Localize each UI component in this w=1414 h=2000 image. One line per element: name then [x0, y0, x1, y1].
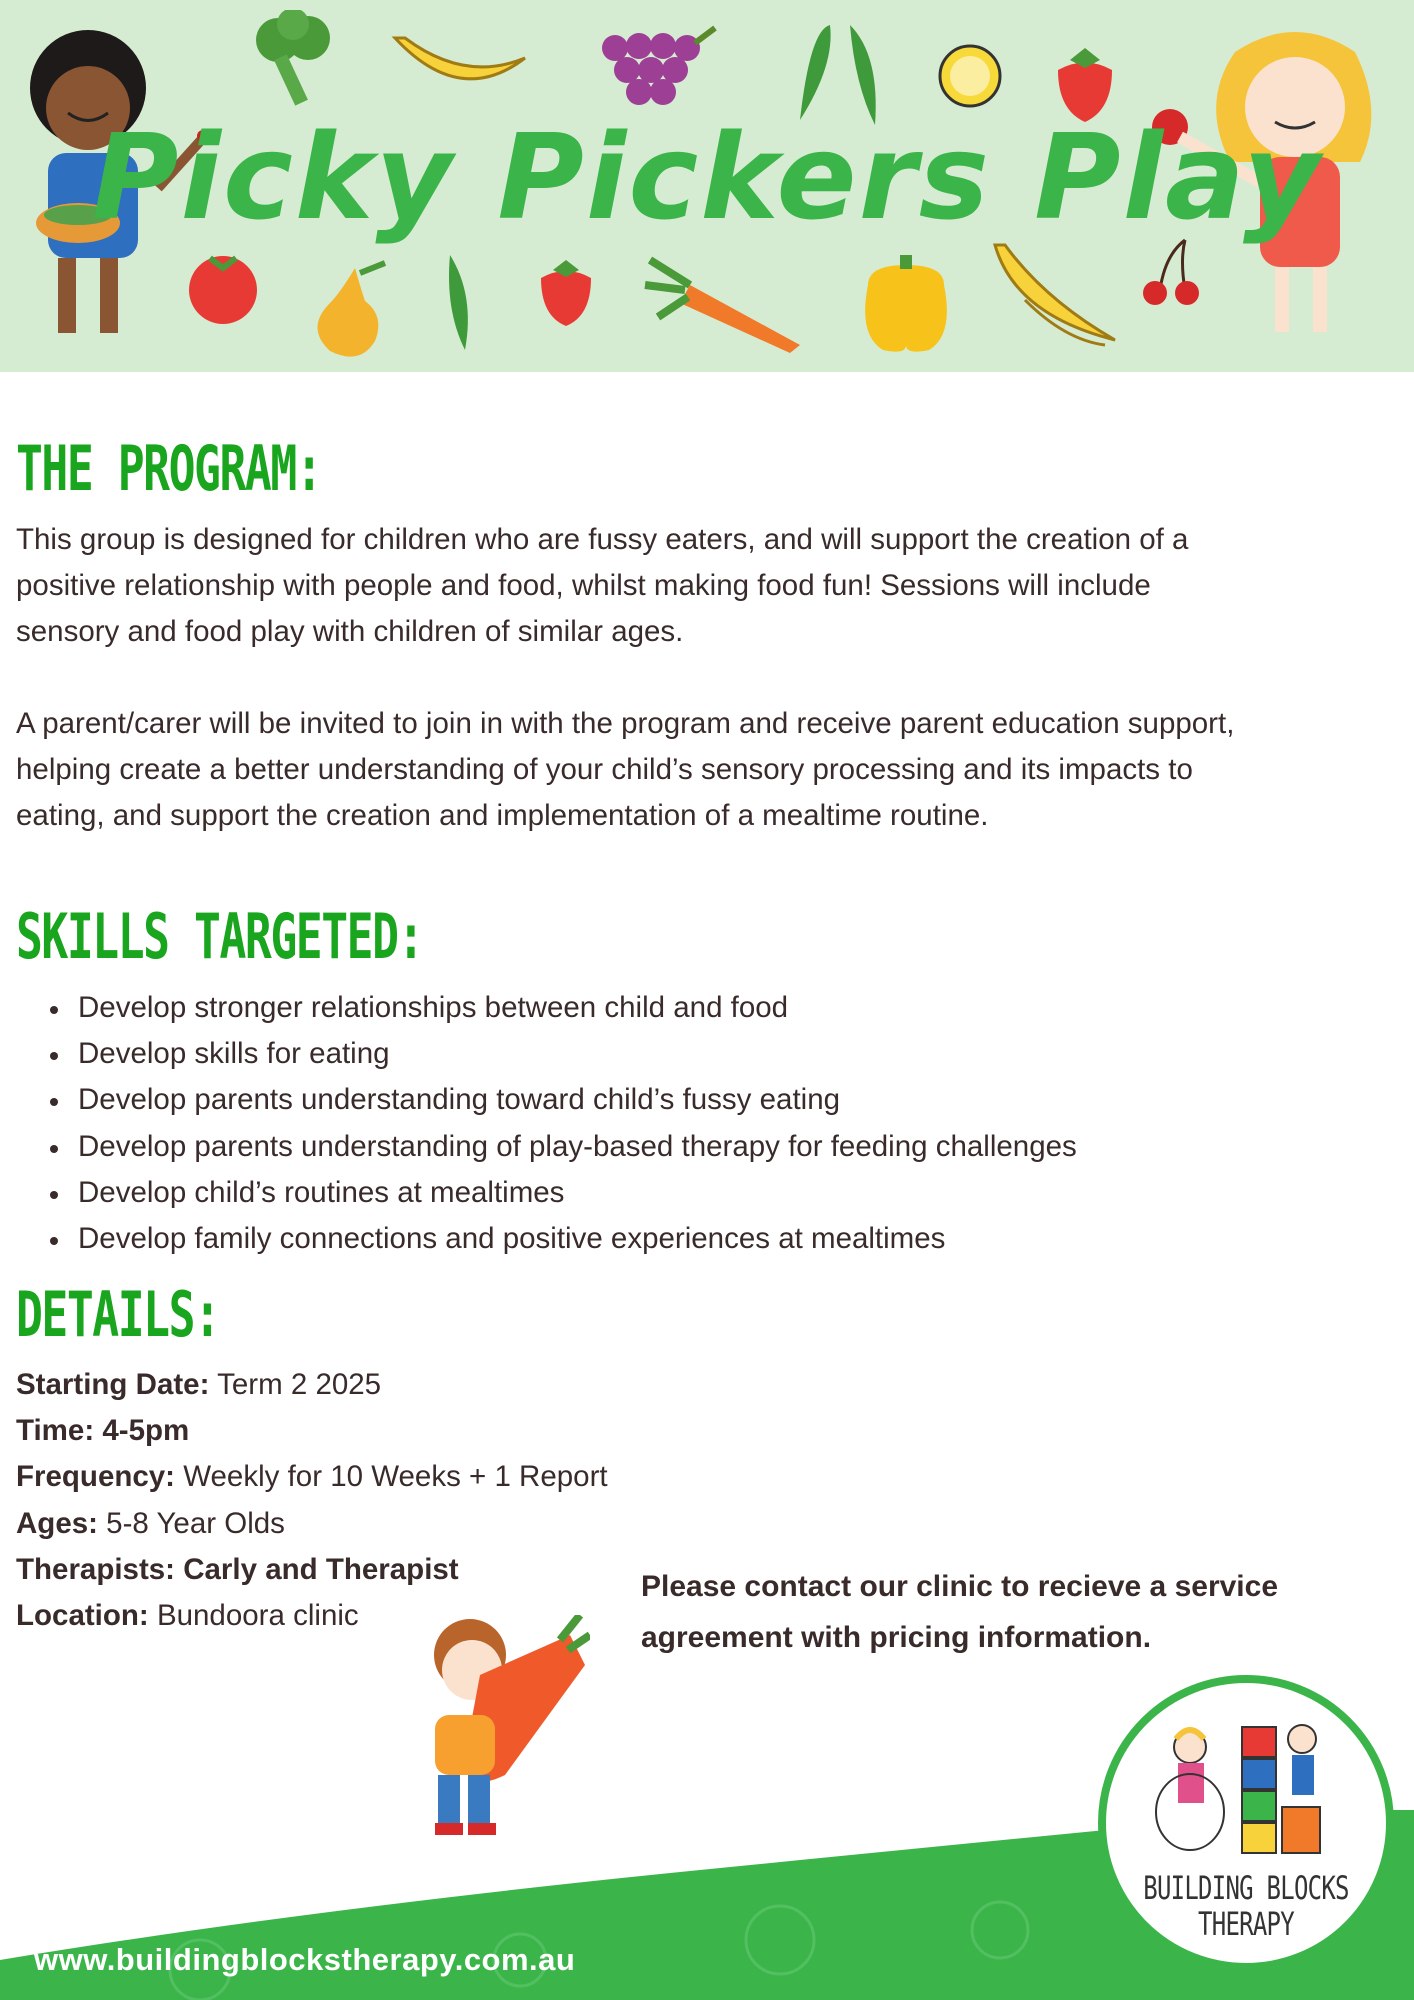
- list-item: Develop child’s routines at mealtimes: [50, 1170, 1077, 1216]
- program-heading: THE PROGRAM:: [16, 432, 322, 505]
- tomato-icon: [180, 248, 266, 326]
- skills-heading: SKILLS TARGETED:: [16, 900, 423, 973]
- paragraph-line: helping create a better understanding of your child’s sensory processing and its impacts to: [16, 753, 1193, 786]
- paragraph-line: sensory and food play with children of similar ages.: [16, 615, 684, 648]
- pea-pod-icon: [440, 250, 480, 350]
- program-paragraph-2: [16, 701, 1401, 839]
- paragraph-line: This group is designed for children who are fussy eaters, and will support the creation of a: [16, 523, 1189, 556]
- time-row: [16, 1408, 608, 1454]
- frequency-label: Frequency:: [16, 1460, 176, 1494]
- broccoli-icon: [248, 10, 338, 110]
- banana-icon: [390, 28, 530, 98]
- details-list: [16, 1362, 608, 1639]
- logo-text-line-2: THERAPY: [1198, 1905, 1294, 1943]
- logo-children-blocks-icon: [1150, 1717, 1350, 1857]
- lemon-slice-icon: [935, 38, 1005, 113]
- pear-icon: [300, 258, 400, 358]
- contact-line: Please contact our clinic to recieve a service: [641, 1570, 1279, 1603]
- building-blocks-logo: [1098, 1675, 1394, 1971]
- list-item: Develop skills for eating: [50, 1031, 1077, 1077]
- location-value: Bundoora clinic: [148, 1599, 359, 1633]
- therapists-row: [16, 1547, 608, 1593]
- header-banner: [0, 0, 1414, 372]
- bell-pepper-icon: [858, 255, 954, 355]
- contact-line: agreement with pricing information.: [641, 1621, 1152, 1654]
- carrot-icon: [640, 255, 810, 355]
- banner-title: Picky Pickers Play: [92, 108, 1322, 246]
- grapes-icon: [595, 18, 725, 113]
- list-item: Develop family connections and positive experiences at mealtimes: [50, 1216, 1077, 1262]
- starting-date-row: [16, 1362, 608, 1408]
- paragraph-line: A parent/carer will be invited to join in with the program and receive parent education support,: [16, 707, 1235, 740]
- list-item: Develop parents understanding toward child’s fussy eating: [50, 1077, 1077, 1123]
- skills-list: [50, 985, 1077, 1262]
- strawberry-icon-2: [535, 258, 597, 330]
- ages-value: 5-8 Year Olds: [97, 1506, 285, 1540]
- paragraph-line: positive relationship with people and food, whilst making food fun! Sessions will include: [16, 569, 1151, 602]
- list-item: Develop stronger relationships between child and food: [50, 985, 1077, 1031]
- location-label: Location:: [16, 1599, 149, 1633]
- logo-text-line-1: BUILDING BLOCKS: [1143, 1869, 1349, 1907]
- website-url[interactable]: www.buildingblockstherapy.com.au: [34, 1942, 576, 1977]
- starting-date-label: Starting Date:: [16, 1368, 210, 1401]
- details-heading: DETAILS:: [16, 1278, 220, 1351]
- ages-label: Ages:: [16, 1506, 98, 1540]
- banana-bunch-icon: [985, 240, 1125, 350]
- therapists-label: Therapists: Carly and Therapist: [16, 1552, 459, 1586]
- frequency-value: Weekly for 10 Weeks + 1 Report: [175, 1460, 608, 1494]
- starting-date-value: Term 2 2025: [209, 1368, 382, 1401]
- program-paragraph-1: [16, 517, 1401, 655]
- frequency-row: [16, 1454, 608, 1500]
- time-label: Time: 4-5pm: [16, 1414, 190, 1448]
- list-item: Develop parents understanding of play-based therapy for feeding challenges: [50, 1124, 1077, 1170]
- ages-row: [16, 1501, 608, 1547]
- contact-note: [641, 1561, 1361, 1663]
- paragraph-line: eating, and support the creation and implementation of a mealtime routine.: [16, 799, 989, 832]
